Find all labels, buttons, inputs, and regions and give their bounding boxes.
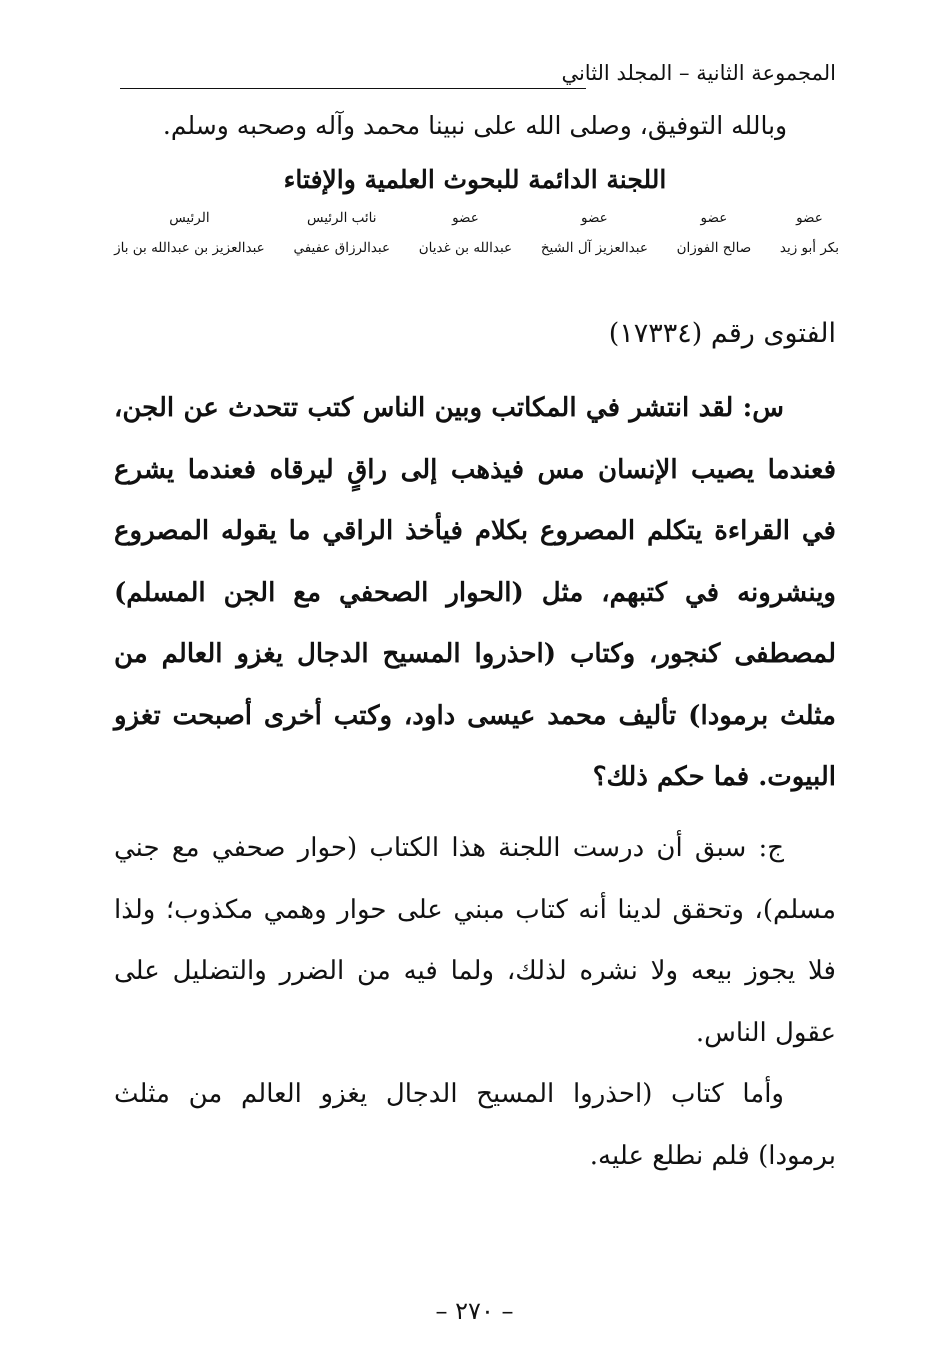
closing-formula: وبالله التوفيق، وصلى الله على نبينا محمد وآله وصحبه وسلم. <box>162 111 788 140</box>
fatwa-number: الفتوى رقم (١٧٣٣٤) <box>608 318 836 349</box>
answer-paragraph: ج: سبق أن درست اللجنة هذا الكتاب (حوار صحفي مع جني مسلم)، وتحقق لدينا أنه كتاب مبني على حوار وهمي مكذوب؛ ولذا فلا يجوز بيعه ولا نشره لذلك، ولما فيه من الضرر والتضليل على عقول الناس. <box>114 833 836 1048</box>
running-header <box>114 58 836 92</box>
header-rule <box>120 88 586 89</box>
signatory-name: عبدالله بن غديان <box>418 240 513 256</box>
question-block <box>114 378 836 809</box>
committee-name: اللجنة الدائمة للبحوث العلمية والإفتاء <box>283 165 667 194</box>
signatory <box>114 203 265 263</box>
signatory-name: عبدالعزيز بن عبدالله بن باز <box>114 240 265 256</box>
signatory-role: عضو <box>581 210 608 226</box>
question-text: س: لقد انتشر في المكاتب وبين الناس كتب تتحدث عن الجن، فعندما يصيب الإنسان مس فيذهب إلى راقٍ ليرقاه فعندما يشرع في القراءة يتكلم المصروع بكلام فيأخذ الراقي ما يقوله المصروع وينشرونه في كتبهم، مثل (الحوار الصحفي مع الجن المسلم) لمصطفى كنجور، وكتاب (احذروا المسيح الدجال يغزو العالم من مثلث برمودا) تأليف محمد عيسى داود، وكتب أخرى أصبحت تغزو البيوت. فما حكم ذلك؟ <box>114 393 836 792</box>
signatory-role: عضو <box>796 210 823 226</box>
signatory-role: عضو <box>452 210 479 226</box>
signatory-name: عبدالعزيز آل الشيخ <box>540 240 648 256</box>
signatory <box>677 203 752 263</box>
signatory <box>541 203 648 263</box>
signatory-name: بكر أبو زيد <box>779 240 839 256</box>
signatory-name: عبدالرزاق عفيفي <box>293 240 391 256</box>
running-title: المجموعة الثانية – المجلد الثاني <box>555 58 836 88</box>
signatories-block <box>114 203 839 263</box>
signatory <box>780 203 839 263</box>
signatory-role: عضو <box>700 210 728 226</box>
signatory <box>293 203 390 263</box>
answer-paragraph: وأما كتاب (احذروا المسيح الدجال يغزو العالم من مثلث برمودا) فلم نطلع عليه. <box>114 1079 836 1171</box>
answer-block <box>114 818 836 1187</box>
signatory-name: صالح الفوزان <box>676 240 752 256</box>
signatory-role: الرئيس <box>169 210 210 226</box>
signatory <box>419 203 512 263</box>
page-number: – ٢٧٠ – <box>435 1297 514 1325</box>
signatory-role: نائب الرئيس <box>306 210 377 226</box>
